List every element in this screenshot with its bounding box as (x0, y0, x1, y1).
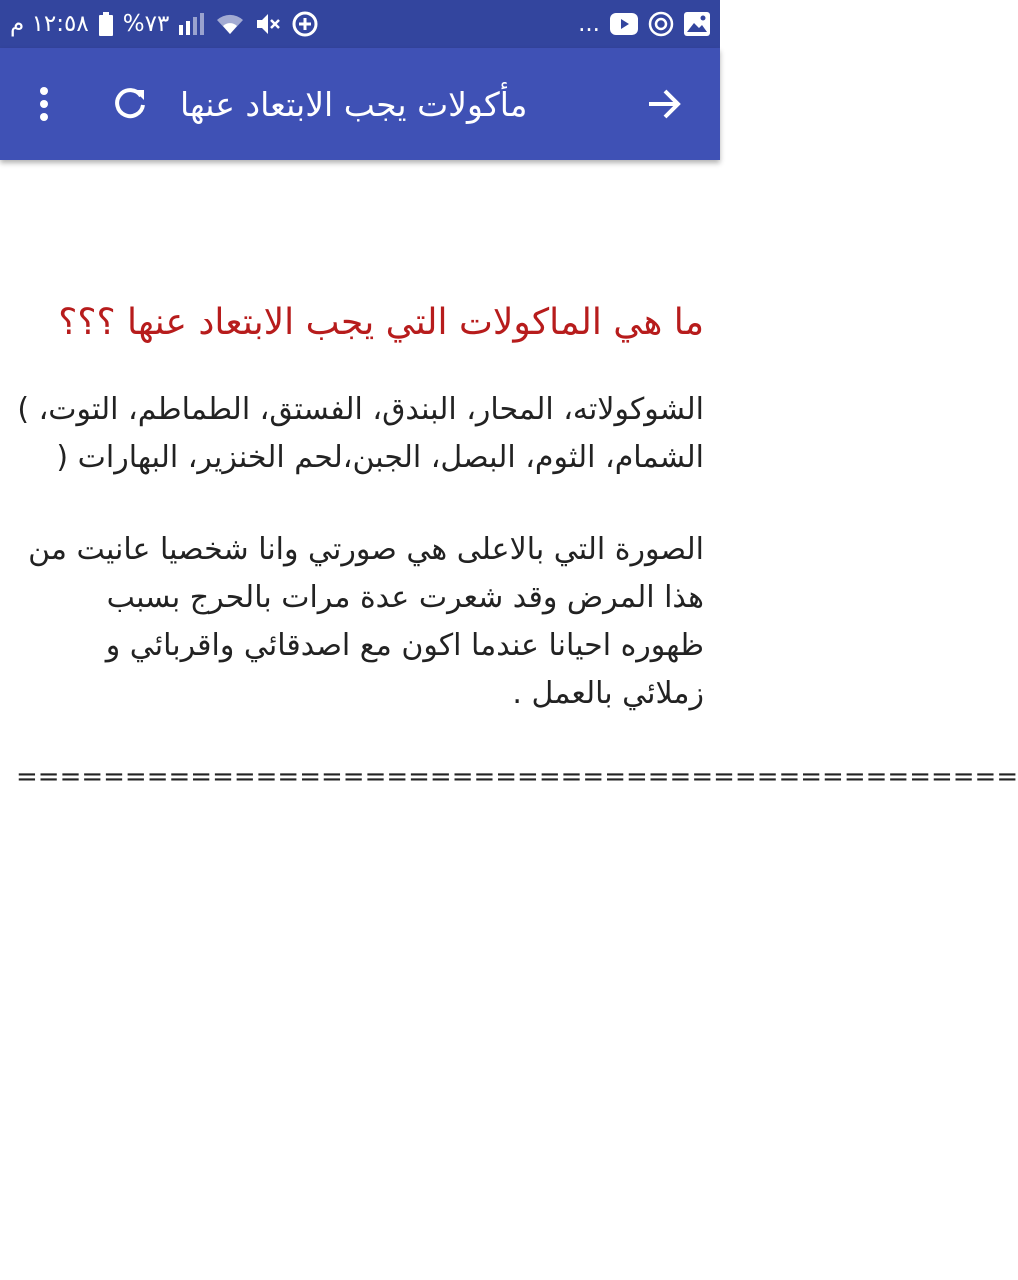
target-icon (648, 11, 674, 37)
battery-percent: %٧٣ (122, 11, 170, 37)
wifi-icon (215, 12, 245, 36)
personal-story-paragraph: الصورة التي بالاعلى هي صورتي وانا شخصيا عانيت من هذا المرض وقد شعرت عدة مرات بالحرج بسبب ظهوره احيانا عندما اكون مع اصدقائي واقربائي و زملائي بالعمل . (28, 532, 704, 711)
status-time: ١٢:٥٨ م (10, 11, 89, 37)
refresh-button[interactable] (102, 76, 158, 132)
back-arrow-icon (647, 89, 681, 119)
article-heading: ما هي الماكولات التي يجب الابتعاد عنها ؟؟؟ (58, 302, 704, 343)
battery-icon (99, 12, 113, 36)
data-saver-icon (291, 10, 319, 38)
divider-line: ============================================== (16, 762, 1018, 792)
mute-icon (255, 12, 281, 36)
more-vert-button[interactable] (20, 76, 68, 132)
more-notifications: ... (578, 11, 600, 37)
more-vert-icon (39, 87, 49, 121)
status-bar (0, 0, 720, 48)
app-bar (0, 48, 720, 160)
youtube-icon (610, 13, 638, 35)
food-list-paragraph: الشوكولاته، المحار، البندق، الفستق، الطماطم، التوت، ) الشمام، الثوم، البصل، الجبن،لحم الخنزير، البهارات ( (17, 392, 704, 475)
page-title: مأكولات يجب الابتعاد عنها (180, 84, 528, 124)
back-button[interactable] (636, 76, 692, 132)
article-content (16, 160, 1018, 792)
gallery-icon (684, 12, 710, 36)
status-left (10, 10, 319, 38)
refresh-icon (112, 86, 148, 122)
status-right (578, 11, 710, 37)
signal-icon (179, 13, 205, 35)
